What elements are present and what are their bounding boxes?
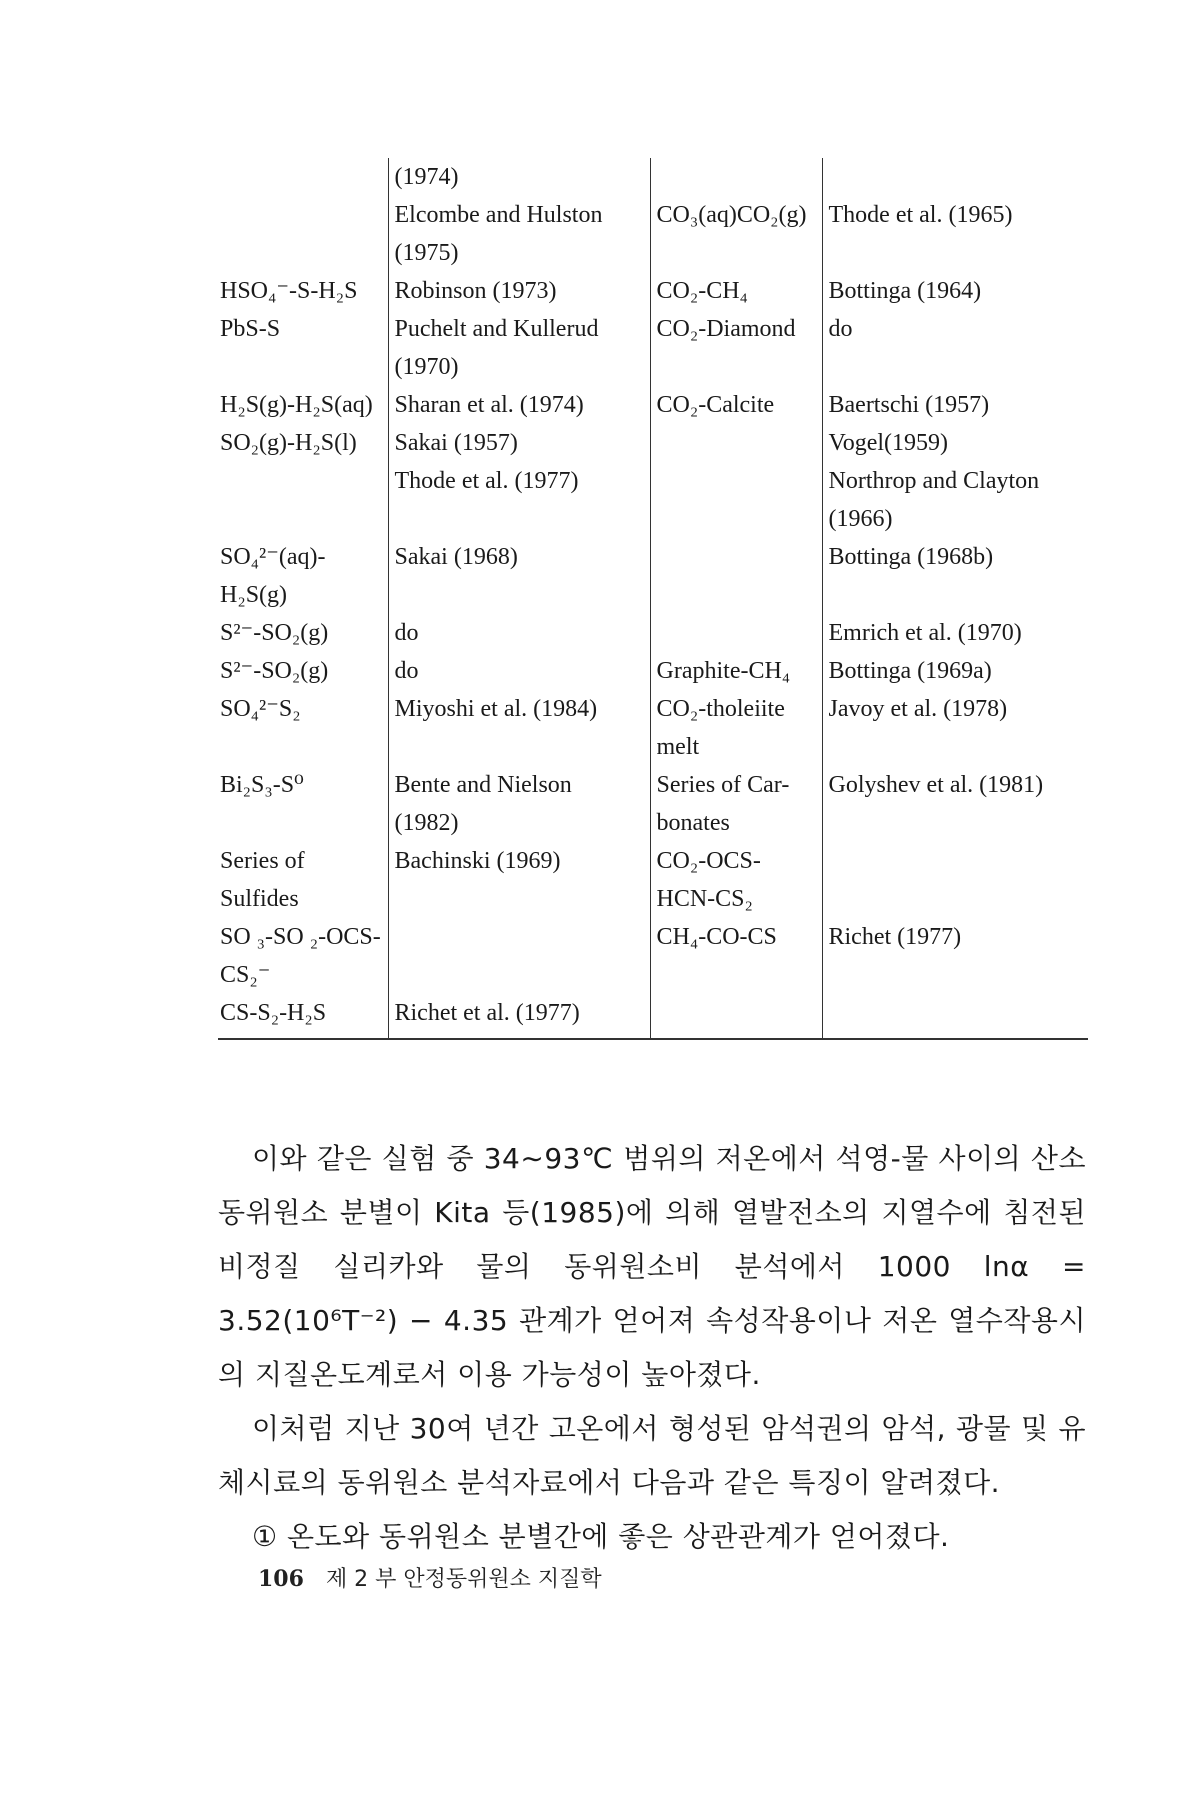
table-cell-system: PbS-S: [220, 316, 281, 342]
table-cell-reference: Sharan et al. (1974): [388, 386, 650, 424]
table-cell-reference-2: [822, 842, 1088, 918]
table-cell-reference: do: [388, 614, 650, 652]
table-row: [218, 842, 1088, 918]
table-cell-system: SO₂(g)-H₂S(l): [220, 430, 357, 456]
table-cell-system: S²⁻-SO₂(g): [220, 620, 329, 646]
table-cell-reference-2: Northrop and Clayton (1966): [822, 462, 1088, 538]
table-cell-reference: Bachinski (1969): [388, 842, 650, 918]
table-cell-system: Series of Sulfides: [220, 848, 305, 912]
table-cell-system-2: CO₂-tholeiite melt: [650, 690, 822, 766]
table-cell-system-2: CO₂-CH₄: [650, 272, 822, 310]
table-cell-system: [218, 158, 388, 196]
table-cell-reference-2: [822, 158, 1088, 196]
table-cell-reference-2: do: [822, 310, 1088, 386]
table-cell-reference-2: Richet (1977): [822, 918, 1088, 994]
table-cell-reference: [388, 918, 650, 994]
section-title: 제 2 부 안정동위원소 지질학: [325, 1567, 602, 1592]
table-cell-system-2: [650, 538, 822, 614]
table-cell-system-2: [650, 424, 822, 462]
table-cell-system-2: [650, 462, 822, 538]
table-cell-reference-2: Thode et al. (1965): [822, 196, 1088, 272]
table-cell-reference-2: Baertschi (1957): [822, 386, 1088, 424]
table-cell-reference: Sakai (1957): [388, 424, 650, 462]
table-row: [218, 652, 1088, 690]
table-row: [218, 918, 1088, 994]
page-number: 106: [258, 1566, 304, 1592]
table-cell-reference-2: [822, 994, 1088, 1039]
page-footer: [258, 1562, 602, 1593]
table-cell-reference-2: Emrich et al. (1970): [822, 614, 1088, 652]
table-cell-reference: (1974): [388, 158, 650, 196]
table-row: [218, 386, 1088, 424]
table-row: [218, 272, 1088, 310]
table-cell-system: [218, 196, 388, 272]
table-cell-system-2: CO₃(aq)CO₂(g): [650, 196, 822, 272]
table-row: [218, 424, 1088, 462]
list-item: ① 온도와 동위원소 분별간에 좋은 상관관계가 얻어졌다.: [252, 1520, 950, 1553]
table-cell-system-2: [650, 994, 822, 1039]
table-row: [218, 614, 1088, 652]
table-cell-system: SO ₃-SO ₂-OCS- CS₂⁻: [220, 924, 381, 988]
table-cell-reference-2: Bottinga (1969a): [822, 652, 1088, 690]
table-cell-reference-2: Vogel(1959): [822, 424, 1088, 462]
table-cell-system: SO₄²⁻(aq)- H₂S(g): [220, 544, 326, 608]
table-cell-system: SO₄²⁻S₂: [220, 696, 301, 722]
table-cell-system: [218, 462, 388, 538]
table-cell-reference: Miyoshi et al. (1984): [388, 690, 650, 766]
table-cell-system: HSO₄⁻-S-H₂S: [220, 278, 358, 304]
table-cell-reference-2: Golyshev et al. (1981): [822, 766, 1088, 842]
table-cell-reference: Puchelt and Kullerud (1970): [388, 310, 650, 386]
table-cell-system-2: CH₄-CO-CS: [650, 918, 822, 994]
table-cell-reference-2: Bottinga (1968b): [822, 538, 1088, 614]
data-table: [218, 158, 1088, 1040]
table-cell-reference: do: [388, 652, 650, 690]
table-cell-reference: Bente and Nielson (1982): [388, 766, 650, 842]
body-text: [218, 1132, 1086, 1564]
table-row: [218, 690, 1088, 766]
table-cell-reference: Robinson (1973): [388, 272, 650, 310]
table-cell-system-2: CO₂-Diamond: [650, 310, 822, 386]
table-cell-system-2: [650, 614, 822, 652]
table-cell-reference: Elcombe and Hulston (1975): [388, 196, 650, 272]
table-cell-system-2: CO₂-OCS- HCN-CS₂: [650, 842, 822, 918]
table-cell-system-2: CO₂-Calcite: [650, 386, 822, 424]
table-row: [218, 538, 1088, 614]
paragraph: 이처럼 지난 30여 년간 고온에서 형성된 암석권의 암석, 광물 및 유체시료의 동위원소 분석자료에서 다음과 같은 특징이 알려졌다.: [218, 1412, 1086, 1499]
table-cell-system-2: [650, 158, 822, 196]
table-cell-system-2: Series of Car- bonates: [650, 766, 822, 842]
table-cell-system-2: Graphite-CH₄: [650, 652, 822, 690]
table-cell-system: S²⁻-SO₂(g): [220, 658, 329, 684]
table-cell-system: H₂S(g)-H₂S(aq): [220, 392, 373, 418]
paragraph: 이와 같은 실험 중 34∼93℃ 범위의 저온에서 석영-물 사이의 산소 동위원소 분별이 Kita 등(1985)에 의해 열발전소의 지열수에 침전된 비정질 실리카와 물의 동위원소비 분석에서 1000 lnα = 3.52(10⁶T⁻²) − 4.35 관계가 얻어져 속성작용이나 저온 열수작용시의 지질온도계로서 이용 가능성이 높아졌다.: [218, 1142, 1086, 1391]
table-cell-reference: Sakai (1968): [388, 538, 650, 614]
table-cell-system: Bi₂S₃-S⁰: [220, 772, 304, 798]
table-row: [218, 462, 1088, 538]
table-cell-reference: Richet et al. (1977): [388, 994, 650, 1039]
table-row: [218, 994, 1088, 1039]
table-cell-system: CS-S₂-H₂S: [218, 994, 388, 1039]
table-row: [218, 196, 1088, 272]
table-cell-reference: Thode et al. (1977): [388, 462, 650, 538]
table-row: [218, 310, 1088, 386]
table-row: [218, 158, 1088, 196]
table-row: [218, 766, 1088, 842]
table-cell-reference-2: Javoy et al. (1978): [822, 690, 1088, 766]
table-cell-reference-2: Bottinga (1964): [822, 272, 1088, 310]
